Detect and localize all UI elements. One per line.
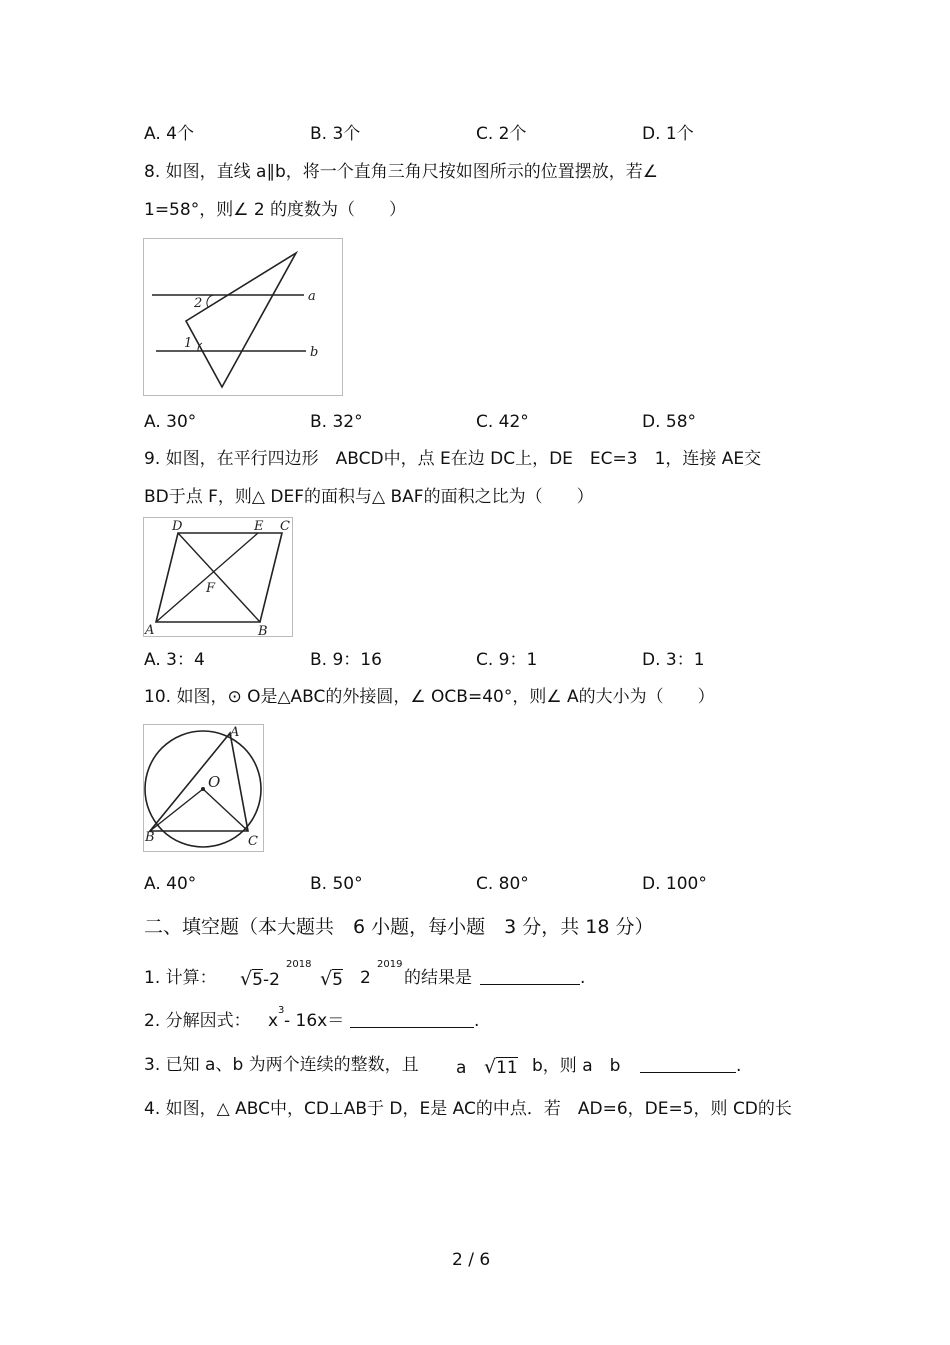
fill-1-two: 2 bbox=[360, 968, 371, 988]
segment-ob bbox=[150, 789, 203, 831]
label-a: A bbox=[230, 725, 240, 740]
fill-3-rad-value: 11 bbox=[496, 1058, 518, 1078]
fill-3-prefix: 3. 已知 a、b 为两个连续的整数，且 bbox=[144, 1055, 419, 1075]
q9-option-c: C. 9：1 bbox=[476, 650, 538, 670]
q8-option-d: D. 58° bbox=[642, 412, 697, 432]
label-f: F bbox=[206, 581, 216, 596]
label-angle-2: 2 bbox=[194, 296, 203, 311]
fill-2-prefix: 2. 分解因式： bbox=[144, 1011, 251, 1031]
section-title: 二、填空题（本大题共 6 小题，每小题 3 分，共 18 分） bbox=[144, 916, 654, 938]
q9-option-a: A. 3：4 bbox=[144, 650, 205, 670]
q9-text-line1: 9. 如图，在平行四边形 ABCD中，点 E在边 DC上，DE EC=3 1，连接 AE交 bbox=[144, 449, 762, 469]
q9-option-d: D. 3：1 bbox=[642, 650, 705, 670]
fill-1-end: . bbox=[580, 968, 586, 988]
fill-3-answer-blank[interactable] bbox=[640, 1058, 736, 1077]
label-d: D bbox=[172, 519, 183, 534]
fill-2-end: . bbox=[474, 1011, 480, 1031]
segment-bd bbox=[178, 533, 260, 622]
fill-1-answer-blank[interactable] bbox=[480, 970, 580, 989]
fill-3-radical: √11 bbox=[484, 1056, 518, 1078]
fill-3-b: b，则 a b bbox=[532, 1056, 621, 1076]
q9-option-b: B. 9：16 bbox=[310, 650, 382, 670]
q8-figure bbox=[143, 238, 343, 396]
fill-1-exp-1: 2018 bbox=[286, 959, 312, 970]
label-c: C bbox=[280, 519, 290, 534]
fill-2-rest: - 16x＝ bbox=[284, 1011, 345, 1031]
label-b: B bbox=[145, 830, 155, 845]
q10-text-line1: 10. 如图，⊙ O是△ABC的外接圆，∠ OCB=40°，则∠ A的大小为（ ） bbox=[144, 687, 715, 707]
fill-1-rad1-value: 5 bbox=[252, 970, 263, 990]
fill-3-a: a bbox=[456, 1058, 467, 1078]
fill-4-text: 4. 如图，△ ABC中，CD⊥AB于 D，E是 AC的中点．若 AD=6，DE=5，则 CD的长 bbox=[144, 1099, 792, 1119]
label-a: A bbox=[145, 623, 155, 636]
fill-1-exp-2: 2019 bbox=[377, 959, 403, 970]
q8-option-a: A. 30° bbox=[144, 412, 197, 432]
label-b: b bbox=[310, 345, 319, 360]
q7-option-a: A. 4个 bbox=[144, 124, 194, 144]
triangle-abc bbox=[150, 733, 248, 831]
fill-2-exp: 3 bbox=[278, 1005, 285, 1016]
q8-text-line1: 8. 如图，直线 a∥b，将一个直角三角尺按如图所示的位置摆放，若∠ bbox=[144, 162, 658, 182]
q8-text-line2: 1=58°，则∠ 2 的度数为（ ） bbox=[144, 200, 407, 220]
q10-figure bbox=[143, 724, 264, 852]
q10-option-c: C. 80° bbox=[476, 874, 529, 894]
q10-option-b: B. 50° bbox=[310, 874, 363, 894]
label-a: a bbox=[308, 289, 316, 304]
q8-option-c: C. 42° bbox=[476, 412, 529, 432]
q7-option-b: B. 3个 bbox=[310, 124, 361, 144]
q10-option-a: A. 40° bbox=[144, 874, 197, 894]
label-c: C bbox=[248, 834, 258, 849]
page-number: 2 / 6 bbox=[452, 1250, 491, 1270]
fill-1-rad2-value: 5 bbox=[332, 970, 343, 990]
center-o bbox=[201, 787, 205, 791]
fill-1-prefix: 1. 计算： bbox=[144, 968, 217, 988]
label-o: O bbox=[208, 773, 221, 791]
q7-option-d: D. 1个 bbox=[642, 124, 694, 144]
fill-1-radical-1: √5-2 bbox=[240, 968, 280, 990]
segment-ae bbox=[156, 533, 258, 622]
label-e: E bbox=[254, 519, 264, 534]
q8-option-b: B. 32° bbox=[310, 412, 363, 432]
triangle-ruler bbox=[186, 253, 296, 387]
q10-option-d: D. 100° bbox=[642, 874, 707, 894]
fill-1-suffix: 的结果是 bbox=[404, 968, 472, 988]
label-angle-1: 1 bbox=[184, 336, 193, 351]
q7-option-c: C. 2个 bbox=[476, 124, 527, 144]
fill-1-radical-2: √5 bbox=[320, 968, 343, 990]
fill-2-answer-blank[interactable] bbox=[350, 1013, 474, 1032]
fill-2-x: x bbox=[268, 1011, 279, 1031]
label-b: B bbox=[258, 624, 268, 636]
fill-3-end: . bbox=[736, 1056, 742, 1076]
q9-figure bbox=[143, 517, 293, 637]
fill-1-minus2: -2 bbox=[262, 970, 280, 990]
q9-text-line2: BD于点 F，则△ DEF的面积与△ BAF的面积之比为（ ） bbox=[144, 487, 594, 507]
